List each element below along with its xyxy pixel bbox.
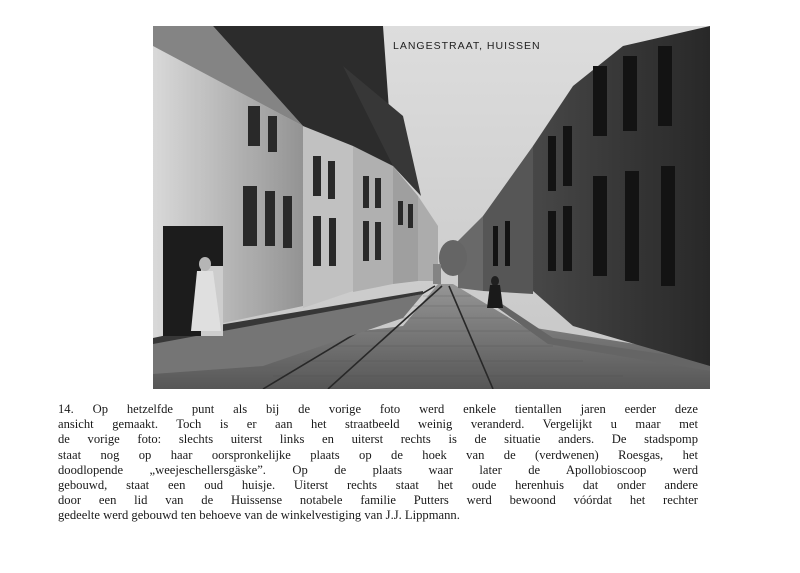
paragraph-line: doodlopende „weejeschellersgäske”. Op de plaats waar later de Apollobioscoop werd (58, 462, 698, 477)
street-scene-illustration (153, 26, 710, 389)
paragraph-line: door een lid van de Huissense notabele familie Putters werd bewoond vóórdat het rechter (58, 493, 698, 508)
street-photograph (153, 26, 710, 389)
paragraph-line: ansicht gemaakt. Toch is er aan het straatbeeld weinig veranderd. Vergelijkt u maar met (58, 417, 698, 432)
paragraph-line: staat nog op haar oorspronkelijke plaats op de hoek van de (verdwenen) Roesgas, het (58, 447, 698, 462)
paragraph-line: gedeelte werd gebouwd ten behoeve van de winkelvestiging van J.J. Lippmann. (58, 508, 460, 523)
caption-paragraph (58, 402, 698, 524)
paragraph-line: 14. Op hetzelfde punt als bij de vorige foto werd enkele tientallen jaren eerder deze (58, 402, 698, 416)
paragraph-line: de vorige foto: slechts uiterst links en uiterst rechts is de situatie anders. De stadspomp (58, 432, 698, 447)
paragraph-line: gebouwd, staat een oud huisje. Uiterst rechts staat het oude herenhuis dat onder andere (58, 478, 698, 493)
photo-caption: LANGESTRAAT, HUISSEN (393, 40, 541, 52)
